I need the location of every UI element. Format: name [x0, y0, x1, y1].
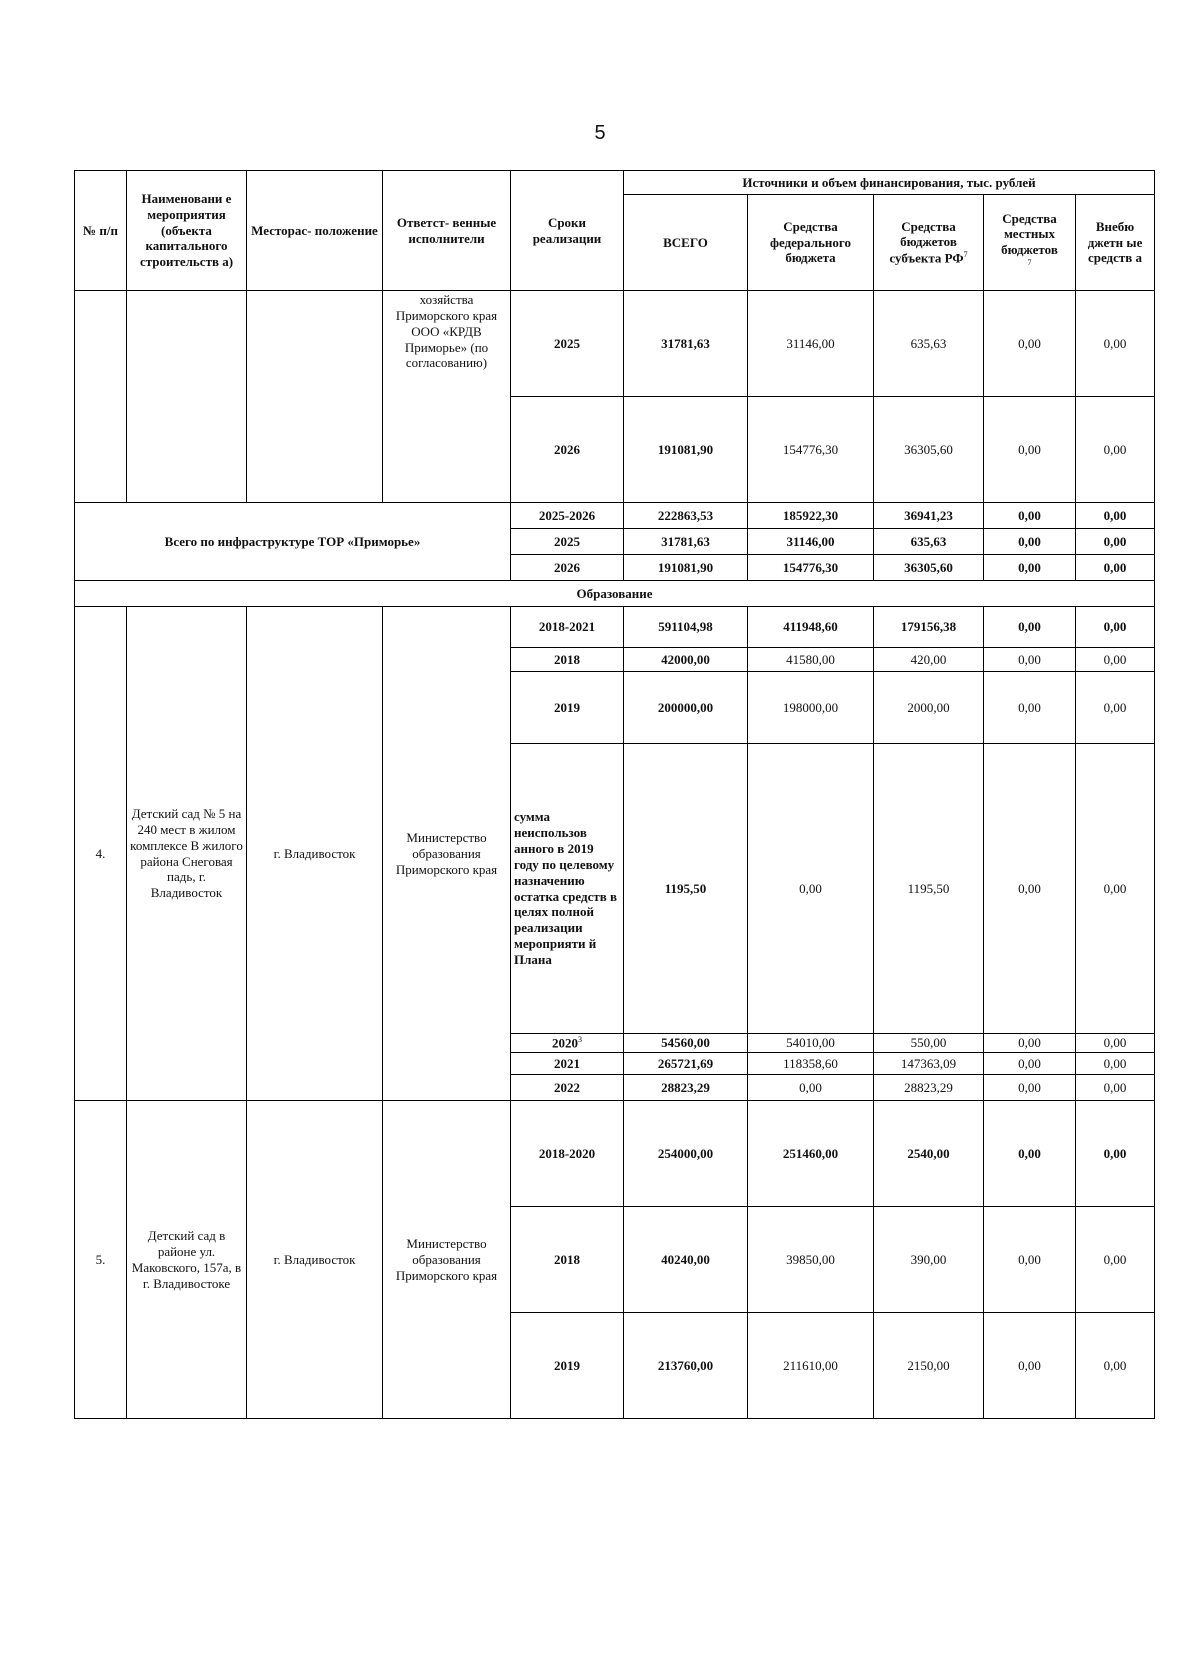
header-sources: Источники и объем финансирования, тыс. рублей [624, 171, 1155, 195]
table-row [75, 607, 1155, 648]
subject-cell: 28823,29 [874, 1075, 984, 1101]
subject-cell: 1195,50 [874, 744, 984, 1034]
subject-cell: 390,00 [874, 1207, 984, 1313]
federal-cell: 211610,00 [748, 1313, 874, 1419]
extra-cell: 0,00 [1076, 1034, 1155, 1053]
summary-label: Всего по инфраструктуре ТОР «Приморье» [75, 503, 511, 581]
subject-cell: 36305,60 [874, 397, 984, 503]
item4-num: 4. [75, 607, 127, 1101]
total-cell: 222863,53 [624, 503, 748, 529]
item4-location: г. Владивосток [247, 607, 383, 1101]
local-cell: 0,00 [984, 529, 1076, 555]
extra-cell: 0,00 [1076, 607, 1155, 648]
term-cell: 2018-2021 [511, 607, 624, 648]
cont-num-cell [75, 291, 127, 503]
total-cell: 265721,69 [624, 1053, 748, 1075]
summary-row [75, 503, 1155, 529]
term-cell: 2021 [511, 1053, 624, 1075]
subject-cell: 179156,38 [874, 607, 984, 648]
federal-cell: 411948,60 [748, 607, 874, 648]
term-cell: 2018 [511, 1207, 624, 1313]
header-row-1 [75, 171, 1155, 195]
local-cell: 0,00 [984, 672, 1076, 744]
total-cell: 1195,50 [624, 744, 748, 1034]
total-cell: 42000,00 [624, 648, 748, 672]
term-cell: 2019 [511, 672, 624, 744]
header-name: Наименовани е мероприятия (объекта капитального строительств а) [127, 171, 247, 291]
total-cell: 54560,00 [624, 1034, 748, 1053]
local-cell: 0,00 [984, 1207, 1076, 1313]
subject-cell: 147363,09 [874, 1053, 984, 1075]
subject-cell: 2000,00 [874, 672, 984, 744]
local-cell: 0,00 [984, 1101, 1076, 1207]
extra-cell: 0,00 [1076, 555, 1155, 581]
local-cell: 0,00 [984, 397, 1076, 503]
term-cell: 2022 [511, 1075, 624, 1101]
local-cell: 0,00 [984, 607, 1076, 648]
extra-cell: 0,00 [1076, 1075, 1155, 1101]
subject-cell: 420,00 [874, 648, 984, 672]
term-cell: 2019 [511, 1313, 624, 1419]
header-federal: Средства федерального бюджета [748, 195, 874, 291]
header-local-note: 7 [1027, 258, 1032, 268]
subject-cell: 36941,23 [874, 503, 984, 529]
total-cell: 191081,90 [624, 397, 748, 503]
term-cell: сумма неиспользов анного в 2019 году по целевому назначению остатка средств в целях полной реализации мероприяти й Плана [511, 744, 624, 1034]
header-total: ВСЕГО [624, 195, 748, 291]
subject-cell: 550,00 [874, 1034, 984, 1053]
term-note: 3 [578, 1035, 582, 1044]
total-cell: 200000,00 [624, 672, 748, 744]
header-subject: Средства бюджетов субъекта РФ$^7$ [874, 195, 984, 291]
extra-cell: 0,00 [1076, 529, 1155, 555]
federal-cell: 198000,00 [748, 672, 874, 744]
extra-cell: 0,00 [1076, 291, 1155, 397]
local-cell: 0,00 [984, 1313, 1076, 1419]
header-terms: Сроки реализации [511, 171, 624, 291]
extra-cell: 0,00 [1076, 397, 1155, 503]
federal-cell: 154776,30 [748, 555, 874, 581]
federal-cell: 31146,00 [748, 529, 874, 555]
extra-cell: 0,00 [1076, 744, 1155, 1034]
total-cell: 31781,63 [624, 529, 748, 555]
item5-num: 5. [75, 1101, 127, 1419]
federal-cell: 185922,30 [748, 503, 874, 529]
federal-cell: 251460,00 [748, 1101, 874, 1207]
subject-cell: 635,63 [874, 529, 984, 555]
federal-cell: 54010,00 [748, 1034, 874, 1053]
header-executors: Ответст- венные исполнители [383, 171, 511, 291]
item4-name: Детский сад № 5 на 240 мест в жилом комплексе В жилого района Снеговая падь, г. Владивосток [127, 607, 247, 1101]
local-cell: 0,00 [984, 648, 1076, 672]
header-local: Средства местных бюджетов $^7$ [984, 195, 1076, 291]
cont-name-cell [127, 291, 247, 503]
cont-location-cell [247, 291, 383, 503]
federal-cell: 39850,00 [748, 1207, 874, 1313]
term-cell: 2025 [511, 529, 624, 555]
subject-cell: 2540,00 [874, 1101, 984, 1207]
header-extra: Внебю джетн ые средств а [1076, 195, 1155, 291]
federal-cell: 41580,00 [748, 648, 874, 672]
extra-cell: 0,00 [1076, 1207, 1155, 1313]
cont-executors-cell: хозяйства Приморского края ООО «КРДВ Приморье» (по согласованию) [383, 291, 511, 503]
header-location: Месторас- положение [247, 171, 383, 291]
header-num: № п/п [75, 171, 127, 291]
federal-cell: 31146,00 [748, 291, 874, 397]
local-cell: 0,00 [984, 291, 1076, 397]
extra-cell: 0,00 [1076, 672, 1155, 744]
term-cell: 2025 [511, 291, 624, 397]
total-cell: 31781,63 [624, 291, 748, 397]
total-cell: 28823,29 [624, 1075, 748, 1101]
federal-cell: 118358,60 [748, 1053, 874, 1075]
page-number: 5 [594, 122, 606, 144]
table-row [75, 291, 1155, 397]
extra-cell: 0,00 [1076, 1101, 1155, 1207]
local-cell: 0,00 [984, 555, 1076, 581]
table-row [75, 1101, 1155, 1207]
item5-executors: Министерство образования Приморского края [383, 1101, 511, 1419]
term-cell: 2026 [511, 397, 624, 503]
section-row [75, 581, 1155, 607]
local-cell: 0,00 [984, 1075, 1076, 1101]
total-cell: 191081,90 [624, 555, 748, 581]
local-cell: 0,00 [984, 503, 1076, 529]
item4-executors: Министерство образования Приморского края [383, 607, 511, 1101]
item5-name: Детский сад в районе ул. Маковского, 157а, в г. Владивостоке [127, 1101, 247, 1419]
local-cell: 0,00 [984, 744, 1076, 1034]
subject-cell: 2150,00 [874, 1313, 984, 1419]
section-title: Образование [75, 581, 1155, 607]
federal-cell: 0,00 [748, 744, 874, 1034]
extra-cell: 0,00 [1076, 1053, 1155, 1075]
header-subject-note: 7 [963, 250, 968, 260]
term-cell: 2018-2020 [511, 1101, 624, 1207]
term-cell: 2026 [511, 555, 624, 581]
local-cell: 0,00 [984, 1053, 1076, 1075]
term-cell: 2020$^3$ [511, 1034, 624, 1053]
total-cell: 254000,00 [624, 1101, 748, 1207]
federal-cell: 0,00 [748, 1075, 874, 1101]
extra-cell: 0,00 [1076, 648, 1155, 672]
federal-cell: 154776,30 [748, 397, 874, 503]
subject-cell: 635,63 [874, 291, 984, 397]
term-cell: 2018 [511, 648, 624, 672]
financing-table [74, 170, 1155, 1419]
subject-cell: 36305,60 [874, 555, 984, 581]
extra-cell: 0,00 [1076, 503, 1155, 529]
item5-location: г. Владивосток [247, 1101, 383, 1419]
total-cell: 40240,00 [624, 1207, 748, 1313]
extra-cell: 0,00 [1076, 1313, 1155, 1419]
total-cell: 591104,98 [624, 607, 748, 648]
total-cell: 213760,00 [624, 1313, 748, 1419]
term-cell: 2025-2026 [511, 503, 624, 529]
local-cell: 0,00 [984, 1034, 1076, 1053]
